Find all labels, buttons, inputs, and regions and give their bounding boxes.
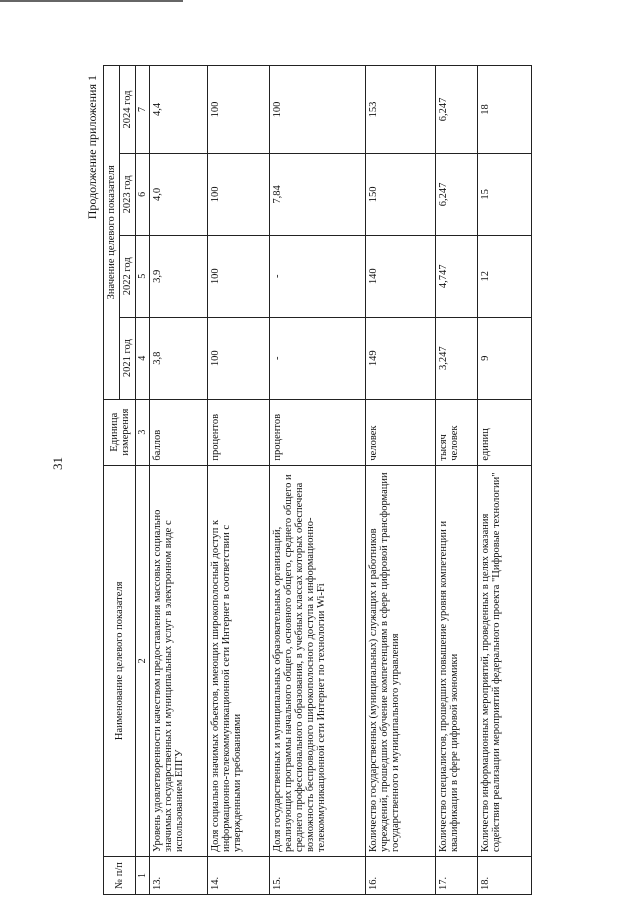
row-number: 14. [208,857,270,895]
value-2021: 9 [478,317,532,399]
value-2022: 4,747 [436,235,478,317]
value-2021: 3,8 [150,317,208,399]
header-2021: 2021 год [120,317,136,399]
col-index: 5 [136,235,150,317]
row-number: 15. [270,857,366,895]
appendix-caption: Продолжение приложения 1 [85,75,99,220]
table-row [270,66,366,895]
indicator-name: Количество информационных мероприятий, проведенных в целях оказания содействия реализации мероприятий федерального проекта "Цифровые технологии" [478,465,532,856]
value-2022: 100 [208,235,270,317]
row-number: 16. [366,857,436,895]
col-index: 3 [136,399,150,465]
value-2024: 100 [208,66,270,154]
col-index: 1 [136,857,150,895]
table-row [150,66,208,895]
header-2024: 2024 год [120,66,136,154]
indicator-unit: процентов [270,399,366,465]
indicators-table [103,65,532,895]
col-index: 2 [136,465,150,856]
value-2023: 4,0 [150,153,208,235]
indicator-name: Количество специалистов, прошедших повышение уровня компетенции и квалификации в сфере цифровой экономики [436,465,478,856]
header-2022: 2022 год [120,235,136,317]
top-rule [0,0,183,2]
value-2023: 7,84 [270,153,366,235]
page-number: 31 [50,457,65,470]
col-index: 6 [136,153,150,235]
header-2023: 2023 год [120,153,136,235]
indicator-name: Доля социально значимых объектов, имеющих широкополосный доступ к информационно-телекоммуникационной сети Интернет в соответствии с утвержденными требованиями [208,465,270,856]
row-number: 13. [150,857,208,895]
indicator-name: Уровень удовлетворенности качеством предоставления массовых социально значимых государственных и муниципальных услуг в электронном виде с использованием ЕПГУ [150,465,208,856]
value-2024: 18 [478,66,532,154]
col-index: 7 [136,66,150,154]
value-2024: 100 [270,66,366,154]
header-values-group: Значение целевого показателя [104,66,120,400]
indicator-unit: баллов [150,399,208,465]
table-row [478,66,532,895]
row-number: 18. [478,857,532,895]
value-2021: 3,247 [436,317,478,399]
header-num: № п/п [104,857,136,895]
indicator-unit: единиц [478,399,532,465]
rotated-table-page [85,65,630,895]
col-index: 4 [136,317,150,399]
indicator-unit: процентов [208,399,270,465]
value-2023: 150 [366,153,436,235]
indicator-unit: тысяч человек [436,399,478,465]
value-2022: 140 [366,235,436,317]
value-2023: 15 [478,153,532,235]
table-row [208,66,270,895]
value-2024: 153 [366,66,436,154]
value-2024: 4,4 [150,66,208,154]
table-row [366,66,436,895]
indicator-name: Доля государственных и муниципальных образовательных организаций, реализующих программы начального общего, основного общего, среднего общего и среднего профессионального образования, в учебных классах которых обеспечена возможность беспроводного широкополосного доступа к информационно-телекоммуникационной сети Интернет по технологии Wi-Fi [270,465,366,856]
indicator-name: Количество государственных (муниципальных) служащих и работников учреждений, прошедших обучение компетенциям в сфере цифровой трансформации государственного и муниципального управления [366,465,436,856]
value-2023: 100 [208,153,270,235]
value-2022: 12 [478,235,532,317]
value-2023: 6,247 [436,153,478,235]
value-2021: 149 [366,317,436,399]
header-unit: Единица измерения [104,399,136,465]
value-2022: 3,9 [150,235,208,317]
value-2024: 6,247 [436,66,478,154]
header-name: Наименование целевого показателя [104,465,136,856]
value-2022: - [270,235,366,317]
indicator-unit: человек [366,399,436,465]
table-row [436,66,478,895]
value-2021: 100 [208,317,270,399]
value-2021: - [270,317,366,399]
row-number: 17. [436,857,478,895]
